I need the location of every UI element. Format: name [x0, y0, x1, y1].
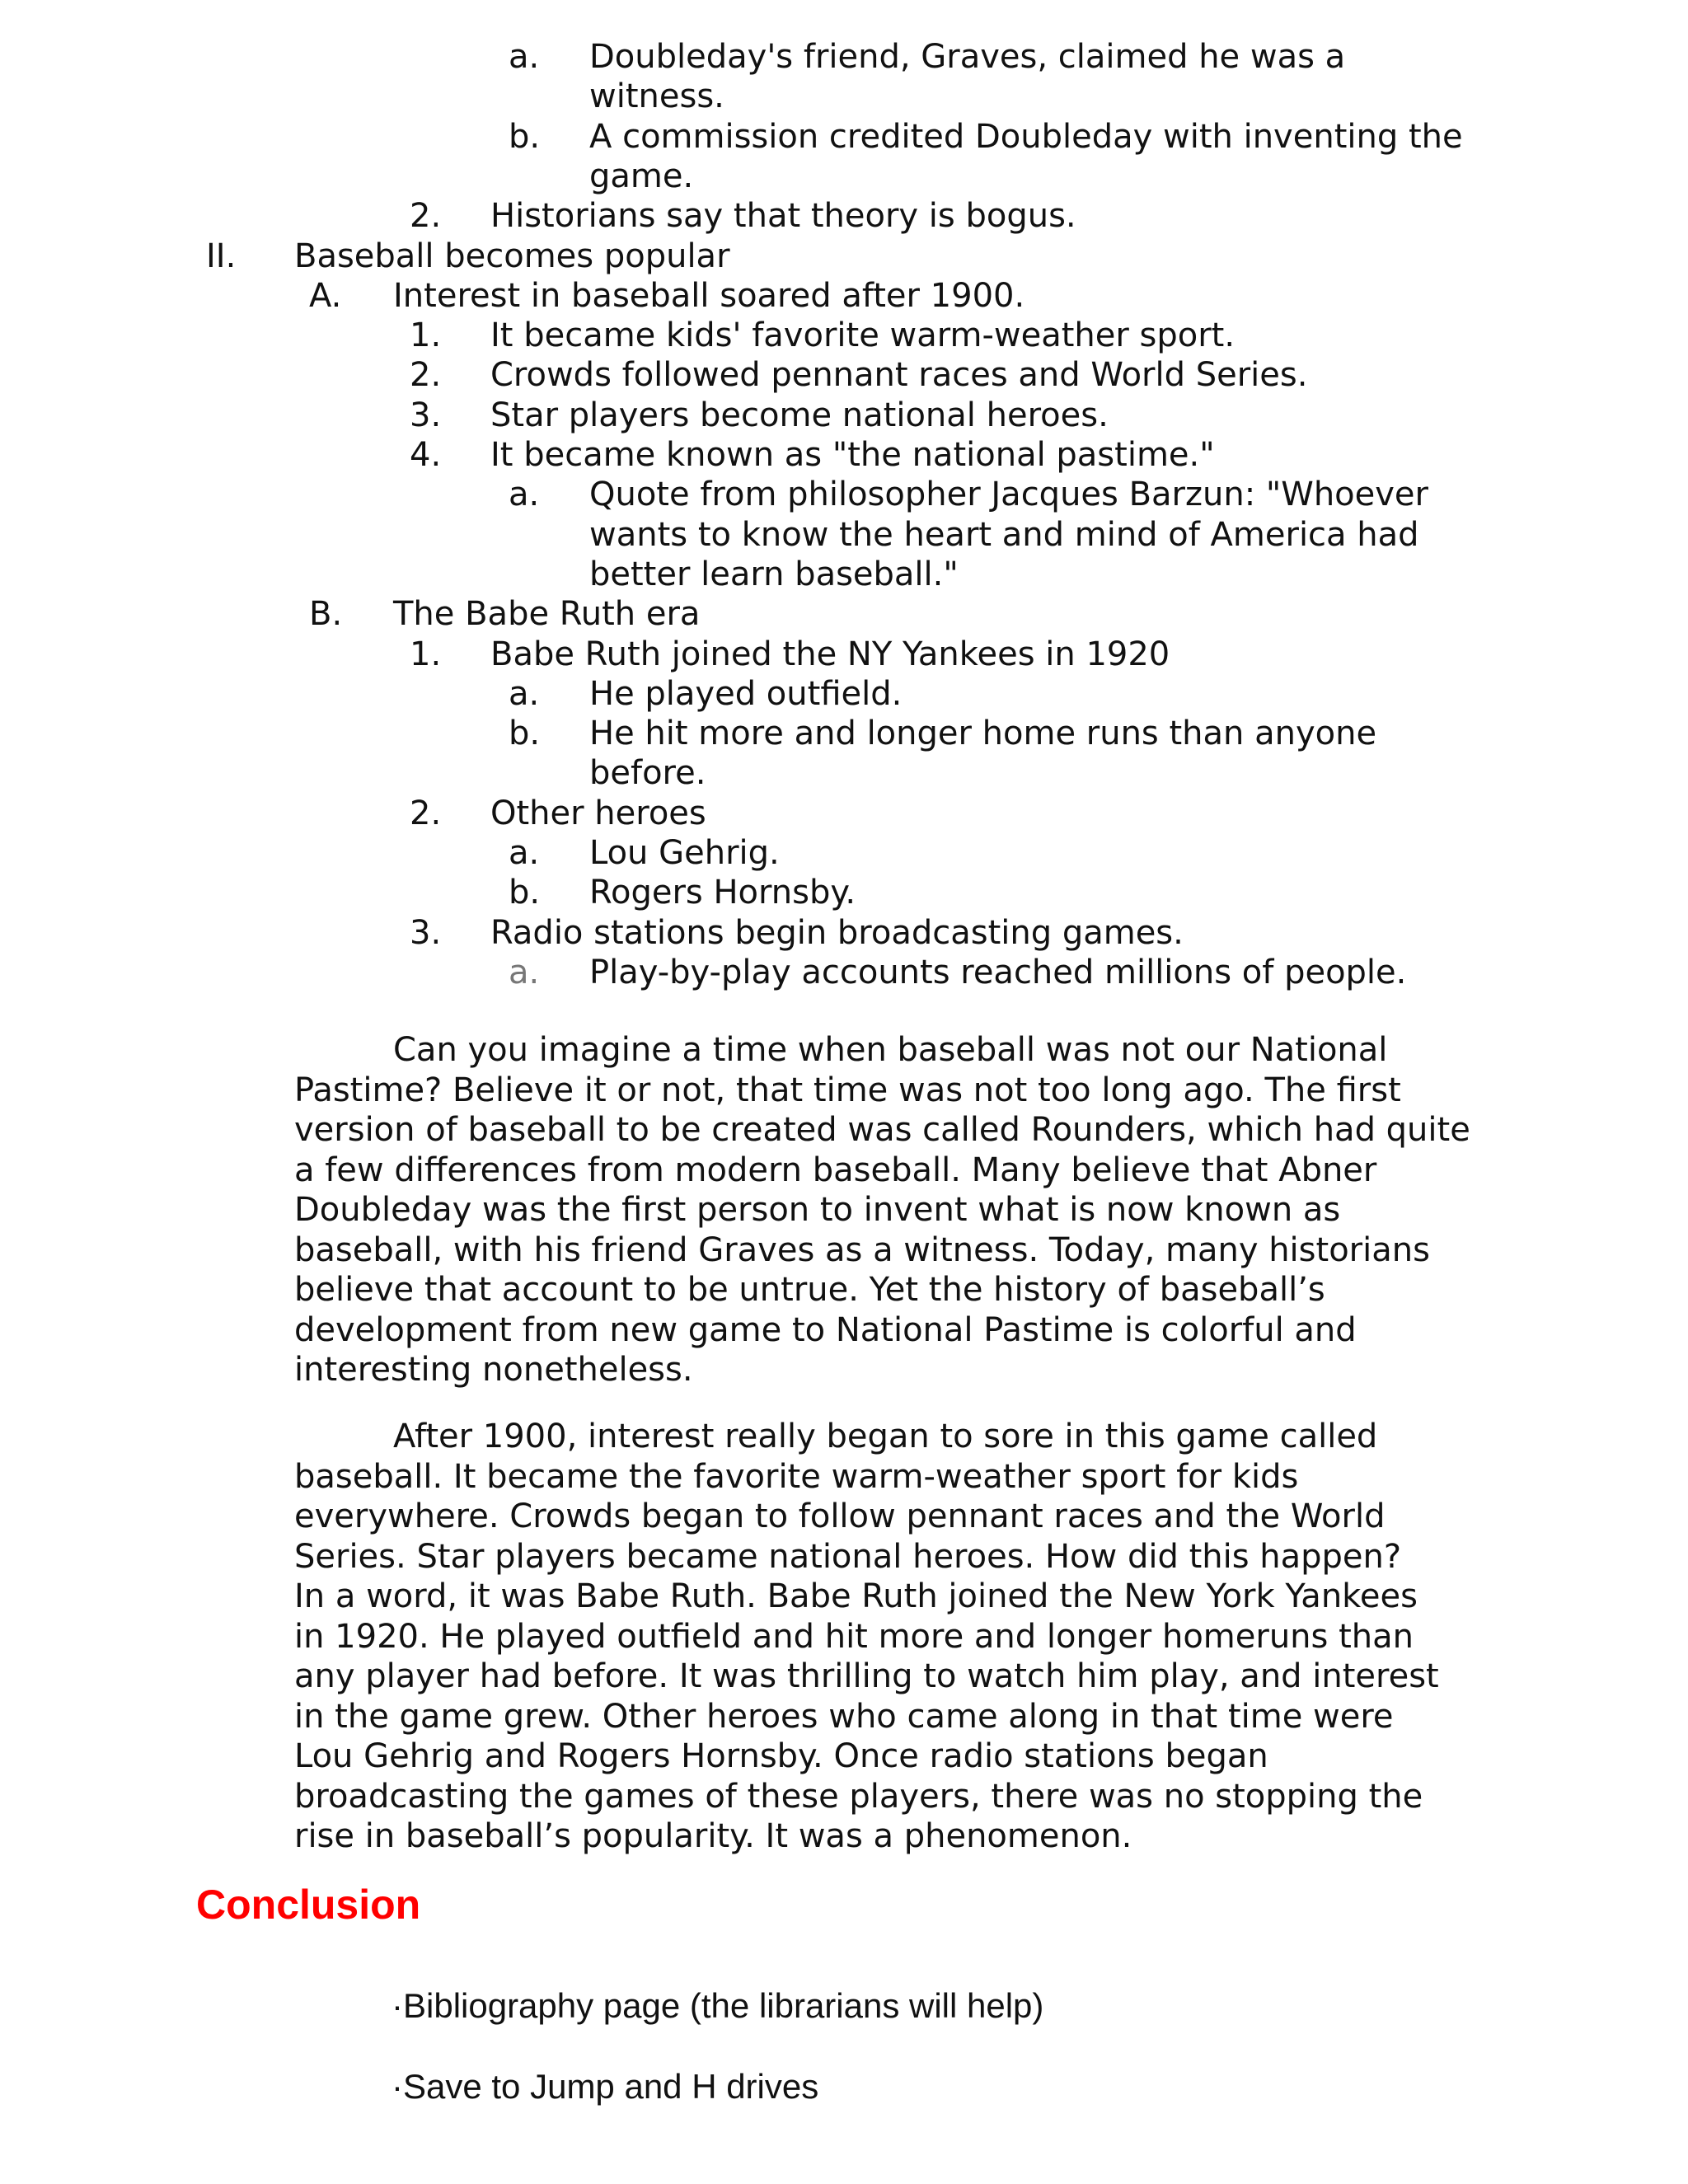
outline-marker: 2. [410, 197, 442, 236]
paragraph-line: rise in baseball’s popularity. It was a phenomenon. [294, 1817, 1132, 1855]
outline-item-text: It became known as "the national pastime." [490, 436, 1215, 474]
paragraph-line: baseball, with his friend Graves as a witness. Today, many historians [294, 1230, 1430, 1269]
outline-marker: a. [509, 953, 540, 991]
outline-item-text: Star players become national heroes. [490, 396, 1109, 434]
outline-item-text: It became kids' favorite warm-weather sport. [490, 316, 1236, 355]
conclusion-item-save: ·Save to Jump and H drives [392, 2067, 819, 2106]
outline-item-text: Play-by-play accounts reached millions of people. [589, 953, 1407, 991]
outline-item-text: He played outfield. [589, 674, 903, 713]
outline-item-text: Other heroes [490, 794, 706, 832]
outline-item-text: witness. [589, 77, 724, 116]
paragraph-line: broadcasting the games of these players, there was no stopping the [294, 1777, 1423, 1816]
paragraph-line: Doubleday was the first person to invent what is now known as [294, 1191, 1341, 1229]
paragraph-line: baseball. It became the favorite warm-weather sport for kids [294, 1457, 1299, 1496]
outline-item-text: Lou Gehrig. [589, 834, 780, 872]
paragraph-line: version of baseball to be created was called Rounders, which had quite [294, 1111, 1470, 1149]
paragraph-line: believe that account to be untrue. Yet the history of baseball’s [294, 1271, 1325, 1309]
conclusion-heading: Conclusion [196, 1882, 421, 1928]
outline-marker: II. [206, 237, 237, 275]
outline-marker: 3. [410, 396, 442, 434]
outline-marker: 2. [410, 794, 442, 832]
outline-item-text: Doubleday's friend, Graves, claimed he was a [589, 38, 1346, 76]
paragraph-line: In a word, it was Babe Ruth. Babe Ruth joined the New York Yankees [294, 1577, 1418, 1615]
outline-item-text: Babe Ruth joined the NY Yankees in 1920 [490, 635, 1170, 673]
outline-item-text: Crowds followed pennant races and World Series. [490, 356, 1308, 395]
outline-item-text: He hit more and longer home runs than anyone [589, 715, 1377, 753]
outline-marker: 4. [410, 436, 442, 474]
outline-marker: 3. [410, 913, 442, 952]
paragraph-line: interesting nonetheless. [294, 1351, 693, 1389]
outline-marker: a. [509, 38, 540, 76]
outline-item-text: Interest in baseball soared after 1900. [393, 276, 1025, 315]
outline-item-text: Historians say that theory is bogus. [490, 197, 1076, 236]
paragraph-line: a few differences from modern baseball. Many believe that Abner [294, 1151, 1377, 1189]
paragraph-line: everywhere. Crowds began to follow pennant races and the World [294, 1497, 1386, 1535]
paragraph-line: development from new game to National Pastime is colorful and [294, 1310, 1357, 1349]
outline-marker: a. [509, 674, 540, 713]
outline-marker: A. [309, 276, 342, 315]
paragraph-line: in the game grew. Other heroes who came along in that time were [294, 1697, 1394, 1736]
outline-marker: 1. [410, 316, 442, 355]
outline-marker: a. [509, 834, 540, 872]
outline-item-text: wants to know the heart and mind of America had [589, 515, 1419, 554]
outline-marker: 1. [410, 635, 442, 673]
outline-item-text: game. [589, 157, 694, 195]
paragraph-line: in 1920. He played outfield and hit more and longer homeruns than [294, 1617, 1414, 1656]
outline-item-text: Quote from philosopher Jacques Barzun: "Whoever [589, 476, 1428, 514]
paragraph-2 [294, 1417, 1498, 1857]
outline-item-text: The Babe Ruth era [393, 595, 701, 634]
outline-item-text: Rogers Hornsby. [589, 874, 856, 912]
outline-marker: b. [509, 715, 541, 753]
paragraph-line: After 1900, interest really began to sore in this game called [393, 1418, 1378, 1455]
outline-marker: 2. [410, 356, 442, 395]
conclusion-item-bibliography: ·Bibliography page (the librarians will help) [392, 1986, 1044, 2025]
paragraph-line: Lou Gehrig and Rogers Hornsby. Once radio stations began [294, 1737, 1268, 1775]
outline-marker: b. [509, 117, 541, 156]
outline-item-text: better learn baseball." [589, 555, 959, 593]
paragraph-line: Series. Star players became national heroes. How did this happen? [294, 1537, 1402, 1576]
outline-item-text: Baseball becomes popular [294, 237, 730, 275]
outline-marker: B. [309, 595, 343, 634]
outline-marker: a. [509, 476, 540, 514]
paragraph-1 [294, 1030, 1498, 1390]
outline-item-text: Radio stations begin broadcasting games. [490, 913, 1184, 952]
outline-item-text: before. [589, 754, 706, 793]
paragraph-line: Can you imagine a time when baseball was not our National [393, 1031, 1388, 1069]
outline-marker: b. [509, 874, 541, 912]
outline-item-text: A commission credited Doubleday with inventing the [589, 117, 1463, 156]
paragraph-line: Pastime? Believe it or not, that time was not too long ago. The first [294, 1071, 1401, 1109]
paragraph-line: any player had before. It was thrilling to watch him play, and interest [294, 1657, 1439, 1695]
